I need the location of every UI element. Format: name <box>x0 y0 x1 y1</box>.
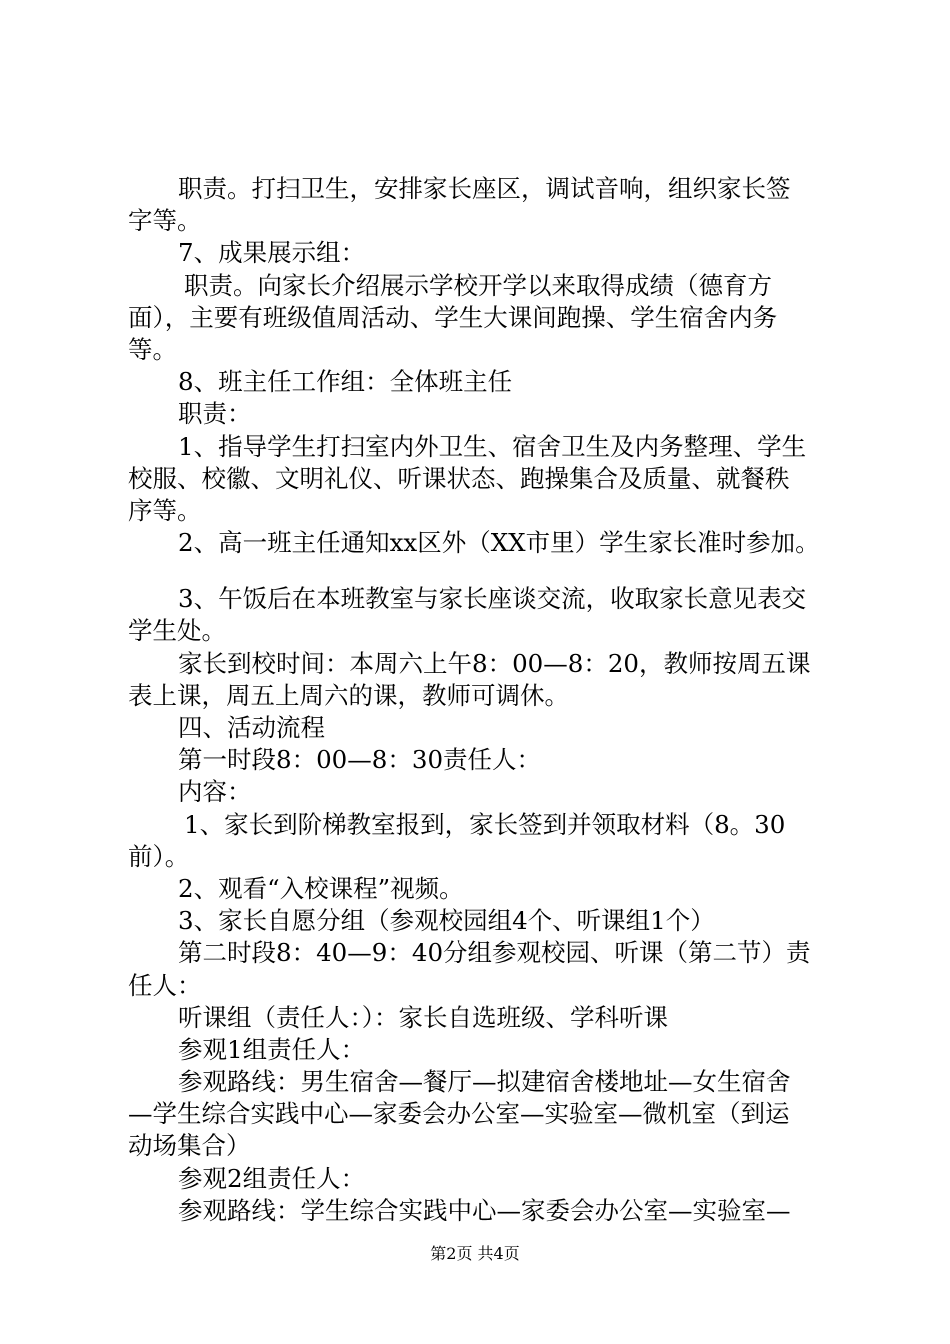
paragraph-line: 参观路线：男生宿舍—餐厅—拟建宿舍楼地址—女生宿舍 <box>178 1067 791 1097</box>
blank-gap <box>128 559 838 583</box>
paragraph-line: 职责。打扫卫生，安排家长座区，调试音响，组织家长签 <box>178 174 791 203</box>
page-footer: 第2页 共4页 <box>430 1244 520 1263</box>
paragraph-line: 2、观看“入校课程”视频。 <box>178 873 464 903</box>
paragraph-line: 家长到校时间：本周六上午8：00—8：20，教师按周五课 <box>178 648 811 678</box>
paragraph-line: 任人： <box>128 970 202 1000</box>
paragraph-line: 3、午饭后在本班教室与家长座谈交流，收取家长意见表交 <box>178 584 807 614</box>
section-heading: 7、成果展示组： <box>178 238 366 268</box>
paragraph-line: 字等。 <box>128 206 202 236</box>
section-heading: 8、班主任工作组：全体班主任 <box>178 367 513 397</box>
paragraph-line: 职责。向家长介绍展示学校开学以来取得成绩（德育方 <box>184 270 772 300</box>
paragraph-line: 校服、校徽、文明礼仪、听课状态、跑操集合及质量、就餐秩 <box>128 463 790 493</box>
paragraph-line: 听课组（责任人：）：家长自选班级、学科听课 <box>178 1002 668 1032</box>
paragraph-line: 动场集合） <box>128 1131 251 1161</box>
section-heading: 四、活动流程 <box>178 713 325 742</box>
paragraph-line: 内容： <box>178 777 252 807</box>
paragraph-line: 参观路线：学生综合实践中心—家委会办公室—实验室— <box>178 1195 791 1225</box>
paragraph-line: 序等。 <box>128 495 202 525</box>
document-body <box>128 173 838 1227</box>
paragraph-line: 面），主要有班级值周活动、学生大课间跑操、学生宿舍内务 <box>128 302 778 332</box>
paragraph-line: 参观2组责任人： <box>178 1163 366 1193</box>
paragraph-line: 前）。 <box>128 841 190 871</box>
paragraph-line: 表上课，周五上周六的课，教师可调休。 <box>128 680 569 710</box>
paragraph-line: 参观1组责任人： <box>178 1034 366 1064</box>
paragraph-line: 第一时段8：00—8：30责任人： <box>178 745 542 775</box>
paragraph-line: 第二时段8：40—9：40分组参观校园、听课（第二节）责 <box>178 938 811 968</box>
paragraph-line: 1、指导学生打扫室内外卫生、宿舍卫生及内务整理、学生 <box>178 431 807 461</box>
paragraph-line: 3、家长自愿分组（参观校园组4个、听课组1个） <box>178 906 715 936</box>
paragraph-line: 职责： <box>178 399 252 429</box>
paragraph-line: 等。 <box>128 334 177 364</box>
paragraph-line: 2、高一班主任通知xx区外（XX市里）学生家长准时参加。 <box>178 528 820 558</box>
paragraph-line: 学生处。 <box>128 616 226 646</box>
paragraph-line: 1、家长到阶梯教室报到，家长签到并领取材料（8。30 <box>184 809 786 839</box>
paragraph-line: —学生综合实践中心—家委会办公室—实验室—微机室（到运 <box>128 1099 790 1129</box>
